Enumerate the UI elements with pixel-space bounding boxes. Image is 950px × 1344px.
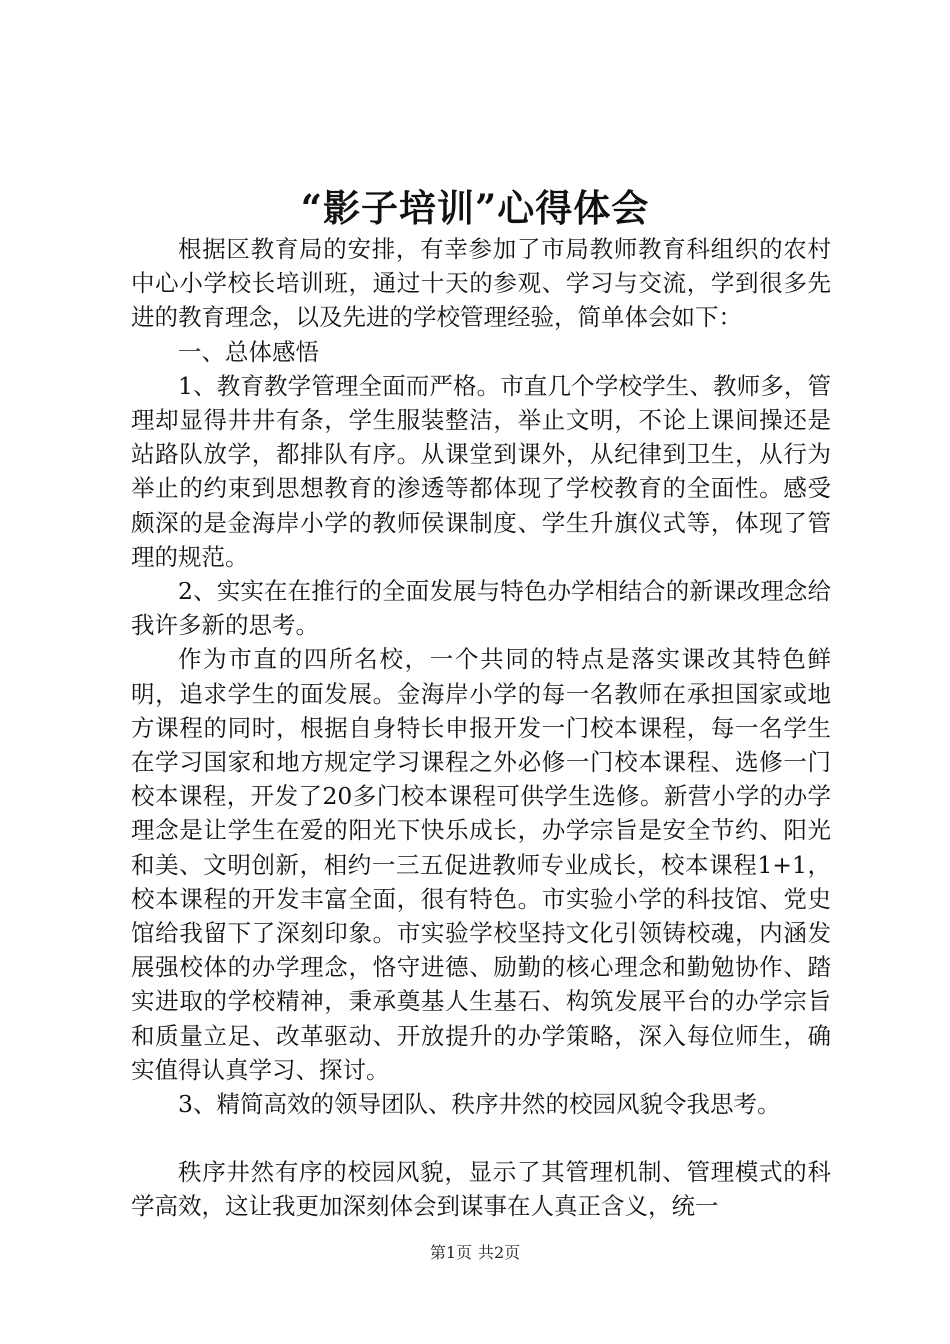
paragraph-point-1: 1、教育教学管理全面而严格。市直几个学校学生、教师多，管理却显得井井有条，学生服装整洁，举止文明，不论上课间操还是站路队放学，都排队有序。从课堂到课外，从纪律到卫生，从行为举止的约束到思想教育的渗透等都体现了学校教育的全面性。感受颇深的是金海岸小学的教师侯课制度、学生升旗仪式等，体现了管理的规范。 (131, 371, 831, 571)
document-title: “影子培训”心得体会 (300, 186, 650, 230)
paragraph-schools: 作为市直的四所名校，一个共同的特点是落实课改其特色鲜明，追求学生的面发展。金海岸小学的每一名教师在承担国家或地方课程的同时，根据自身特长申报开发一门校本课程，每一名学生在学习国家和地方规定学习课程之外必修一门校本课程、选修一门校本课程，开发了20多门校本课程可供学生选修。新营小学的办学理念是让学生在爱的阳光下快乐成长，办学宗旨是安全节约、阳光和美、文明创新，相约一三五促进教师专业成长，校本课程1+1，校本课程的开发丰富全面，很有特色。市实验小学的科技馆、党史馆给我留下了深刻印象。市实验学校坚持文化引领铸校魂，内涵发展强校体的办学理念，恪守进德、励勤的核心理念和勤勉协作、踏实进取的学校精神，秉承奠基人生基石、构筑发展平台的办学宗旨和质量立足、改革驱动、开放提升的办学策略，深入每位师生，确实值得认真学习、探讨。 (131, 645, 831, 1084)
page-number-current: 第1页 (429, 1243, 472, 1262)
page-footer (0, 1241, 950, 1265)
paragraph-intro: 根据区教育局的安排，有幸参加了市局教师教育科组织的农村中心小学校长培训班，通过十天的参观、学习与交流，学到很多先进的教育理念，以及先进的学校管理经验，简单体会如下： (131, 235, 831, 332)
paragraph-point-3: 3、精简高效的领导团队、秩序井然的校园风貌令我思考。 (178, 1090, 781, 1119)
paragraph-campus: 秩序井然有序的校园风貌，显示了其管理机制、管理模式的科学高效，这让我更加深刻体会到谋事在人真正含义，统一 (131, 1158, 831, 1221)
page-number-total: 共2页 (478, 1243, 521, 1262)
section-heading-overall: 一、总体感悟 (178, 337, 319, 366)
paragraph-point-2: 2、实实在在推行的全面发展与特色办学相结合的新课改理念给我许多新的思考。 (131, 577, 831, 640)
document-body (131, 232, 831, 1224)
